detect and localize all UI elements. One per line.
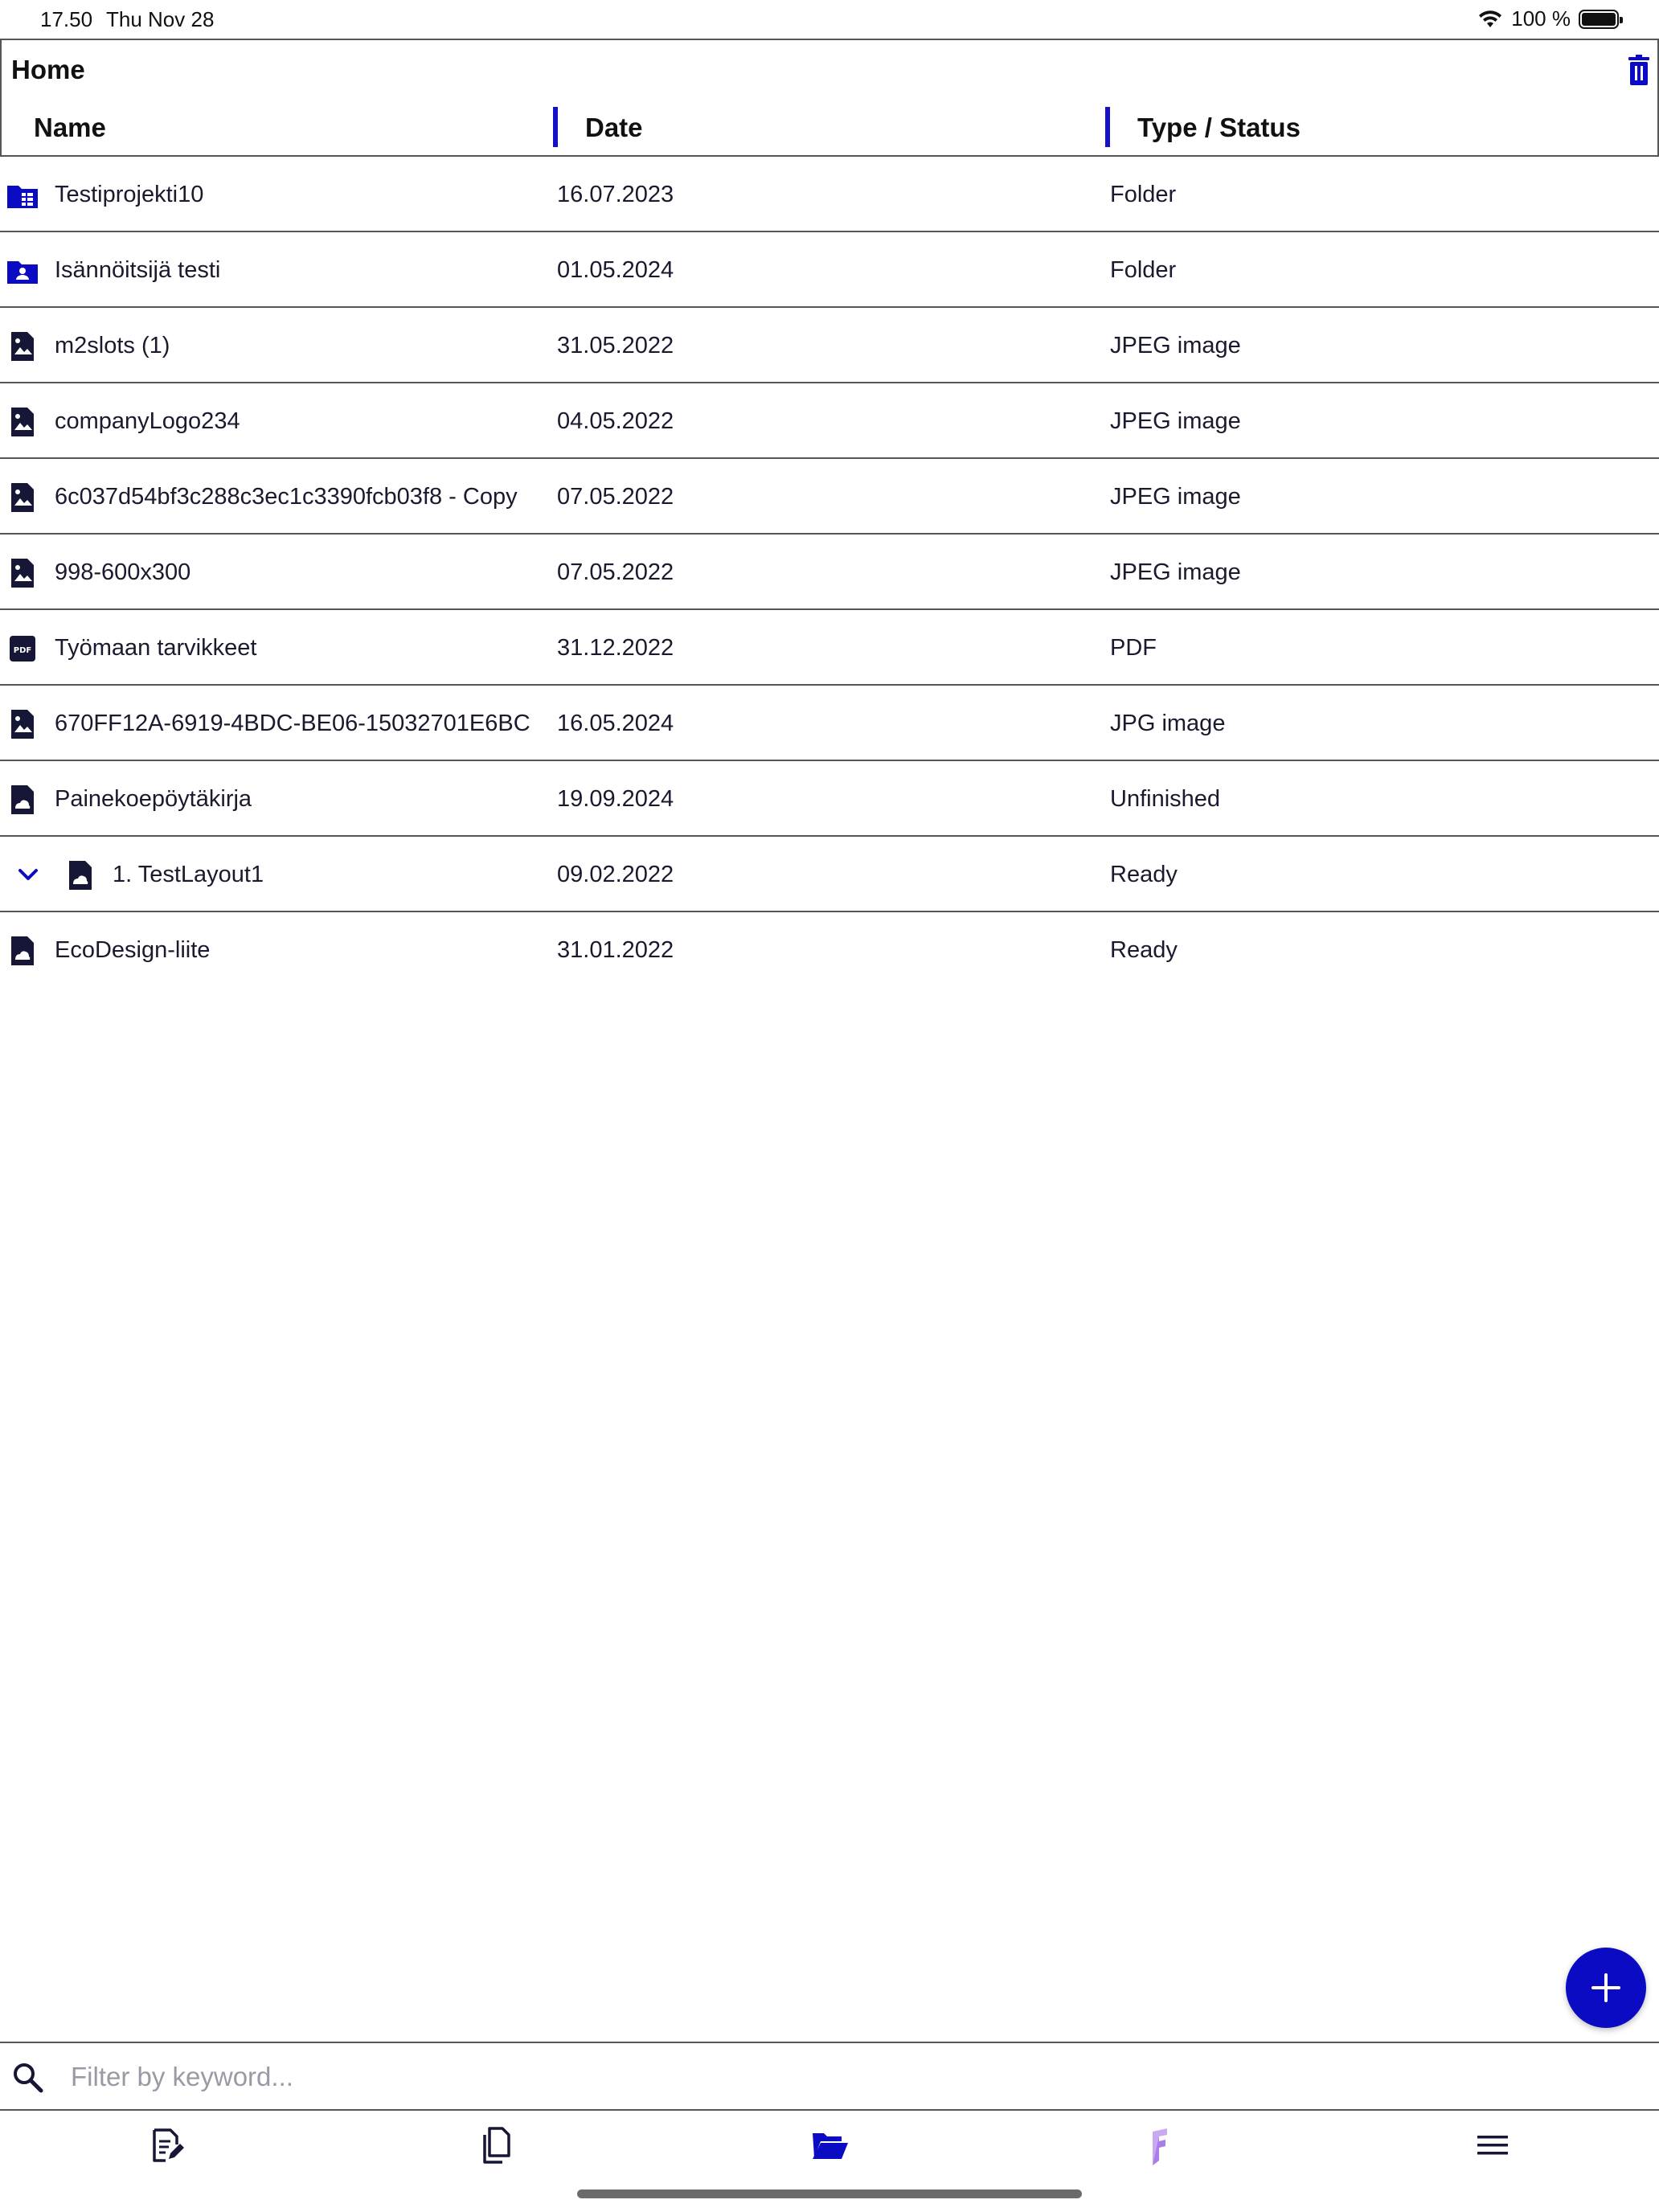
- file-name: 670FF12A-6919-4BDC-BE06-15032701E6BC: [55, 711, 530, 736]
- file-row[interactable]: [0, 383, 1659, 459]
- image-file-icon: [6, 481, 39, 514]
- file-date: 31.05.2022: [557, 333, 674, 358]
- filter-bar: [0, 2042, 1659, 2111]
- page-title: Home: [11, 55, 85, 84]
- title-bar: [0, 39, 1659, 99]
- file-type: Unfinished: [1110, 786, 1221, 812]
- column-resize-handle[interactable]: [553, 107, 558, 147]
- file-type: PDF: [1110, 635, 1157, 661]
- file-row[interactable]: [0, 157, 1659, 232]
- file-name: Isännöitsijä testi: [55, 257, 221, 283]
- svg-text:PDF: PDF: [13, 646, 32, 655]
- image-file-icon: [6, 708, 39, 740]
- status-time: 17.50: [40, 7, 93, 31]
- file-name: m2slots (1): [55, 333, 170, 358]
- image-file-icon: [6, 330, 39, 363]
- file-type: JPEG image: [1110, 408, 1241, 434]
- file-row[interactable]: [0, 459, 1659, 535]
- edit-document-icon[interactable]: [146, 2125, 186, 2165]
- file-type: JPEG image: [1110, 333, 1241, 358]
- file-date: 04.05.2022: [557, 408, 674, 434]
- menu-icon[interactable]: [1473, 2125, 1513, 2165]
- file-name: 998-600x300: [55, 559, 191, 585]
- column-date-header[interactable]: Date: [585, 113, 643, 142]
- wifi-icon: [1477, 10, 1503, 29]
- column-header-row: [0, 97, 1659, 157]
- file-date: 19.09.2024: [557, 786, 674, 812]
- status-bar: [0, 0, 1659, 39]
- file-date: 31.01.2022: [557, 937, 674, 963]
- file-row[interactable]: [0, 686, 1659, 761]
- file-name: EcoDesign-liite: [55, 937, 211, 963]
- folder-person-icon: [6, 255, 39, 287]
- image-file-icon: [6, 406, 39, 438]
- column-name-header[interactable]: Name: [34, 113, 106, 142]
- file-date: 16.05.2024: [557, 711, 674, 736]
- file-row[interactable]: [0, 535, 1659, 610]
- file-date: 07.05.2022: [557, 484, 674, 510]
- status-date: Thu Nov 28: [106, 7, 215, 31]
- pdf-icon: [6, 633, 39, 665]
- file-date: 31.12.2022: [557, 635, 674, 661]
- file-date: 07.05.2022: [557, 559, 674, 585]
- folder-open-icon[interactable]: [809, 2125, 850, 2165]
- file-name: Työmaan tarvikkeet: [55, 635, 257, 661]
- file-name: 6c037d54bf3c288c3ec1c3390fcb03f8 - Copy: [55, 484, 518, 510]
- column-type-header[interactable]: Type / Status: [1137, 113, 1301, 142]
- add-button[interactable]: [1566, 1948, 1646, 2028]
- file-row[interactable]: [0, 837, 1659, 912]
- search-icon: [11, 2061, 45, 2095]
- form-file-icon: [6, 784, 39, 816]
- form-file-icon: [64, 859, 96, 891]
- file-row[interactable]: [0, 761, 1659, 837]
- image-file-icon: [6, 557, 39, 589]
- battery-percent: 100 %: [1511, 6, 1571, 31]
- file-type: Ready: [1110, 862, 1178, 887]
- file-type: Folder: [1110, 257, 1177, 283]
- file-name: 1. TestLayout1: [113, 862, 264, 887]
- file-type: Folder: [1110, 182, 1177, 207]
- trash-icon[interactable]: [1627, 55, 1651, 85]
- copy-documents-icon[interactable]: [477, 2125, 517, 2165]
- file-list: [0, 157, 1659, 988]
- file-date: 09.02.2022: [557, 862, 674, 887]
- battery-icon: [1579, 10, 1619, 29]
- file-date: 01.05.2024: [557, 257, 674, 283]
- filter-input[interactable]: [71, 2056, 1598, 2098]
- chevron-down-icon[interactable]: [14, 861, 42, 888]
- file-name: Testiprojekti10: [55, 182, 204, 207]
- file-row[interactable]: [0, 308, 1659, 383]
- file-type: JPEG image: [1110, 559, 1241, 585]
- file-type: JPG image: [1110, 711, 1226, 736]
- form-file-icon: [6, 935, 39, 967]
- file-type: Ready: [1110, 937, 1178, 963]
- status-indicators: [1477, 6, 1619, 31]
- column-resize-handle[interactable]: [1105, 107, 1110, 147]
- file-row[interactable]: [0, 232, 1659, 308]
- plus-icon: [1588, 1970, 1624, 2005]
- file-name: Painekoepöytäkirja: [55, 786, 252, 812]
- bottom-tab-bar: [0, 2111, 1659, 2180]
- file-row[interactable]: [0, 912, 1659, 988]
- file-type: JPEG image: [1110, 484, 1241, 510]
- file-row[interactable]: [0, 610, 1659, 686]
- folder-grid-icon: [6, 179, 39, 211]
- file-date: 16.07.2023: [557, 182, 674, 207]
- brand-logo-icon[interactable]: [1140, 2125, 1180, 2165]
- file-name: companyLogo234: [55, 408, 240, 434]
- home-indicator[interactable]: [577, 2189, 1082, 2198]
